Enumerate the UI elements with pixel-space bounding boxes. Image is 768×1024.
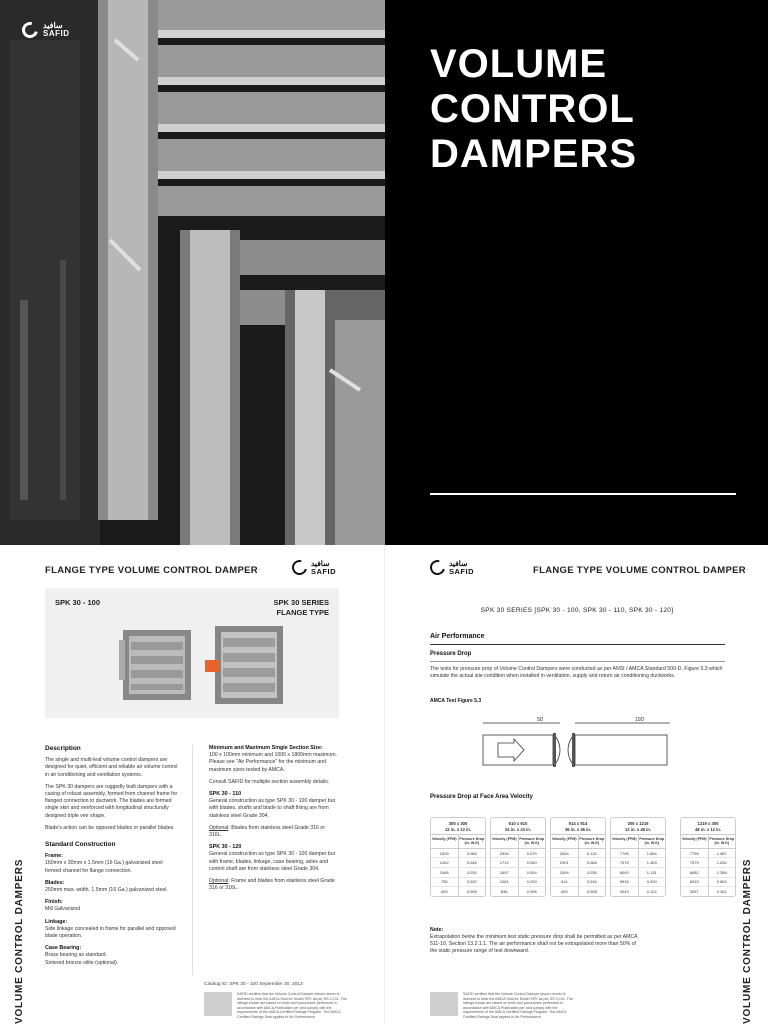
cell-velocity: 1712 xyxy=(499,860,509,866)
col-velocity: Velocity (FPM) xyxy=(431,837,457,841)
spk120-optional xyxy=(209,878,339,892)
table-row xyxy=(681,849,735,858)
cover-title-line-1: VOLUME xyxy=(430,42,608,86)
pressure-drop-text: The tests for pressure prop of Volume Control Dampers were conducted as per ANSI / AMCA Standard 500-D, Figure 5.3 which simulate the actual site condition when installed in ventilation, supply and return air conditioning ductworks. xyxy=(430,666,723,679)
right-page-header: FLANGE TYPE VOLUME CONTROL DAMPER xyxy=(533,565,746,576)
amca-certification-text: SAFID certifies that the Volume Control Damper shown herein is licensed to bear the AMCA Seal for Model SPK as per DS 0-101. The ratings shown are based on tests and procedures performed in accordance with AMCA Publication per and comply with the requirements of the AMCA Certified Ratings Program. The AMCA Certified Ratings Seal applies to Air Performance xyxy=(463,992,574,1019)
note-text: Extrapolation below the minimum test static pressure drop shall be permitted as per AMCA 511-10, Section 13.2.1.1. The air performance shall not be extrapolated more than 50% of the static pressure range of test downward. xyxy=(430,934,638,954)
table-row xyxy=(491,886,545,896)
bearing-label: Case Bearing: xyxy=(45,945,82,952)
cell-pressure: 0.005 xyxy=(458,887,486,896)
cover-logo xyxy=(22,22,70,38)
table-size-mm: 1219 x 305 xyxy=(697,821,719,826)
cell-pressure: 0.035 xyxy=(578,868,606,877)
blades-text: 250mm max. width, 1.5mm (16 Ga.) galvanized steel. xyxy=(45,887,168,894)
cell-velocity: 1061 xyxy=(499,879,509,885)
column-divider xyxy=(192,745,193,975)
figure-label: AMCA Test Figure 5.3 xyxy=(430,698,482,704)
linkage-text: Side linkage concealed in frame for parallel and opposed blade operation. xyxy=(45,925,176,940)
finish-text: Mill Galvanized xyxy=(45,906,81,913)
cell-pressure: 0.006 xyxy=(518,887,546,896)
cell-pressure: 0.008 xyxy=(578,887,606,896)
cell-velocity: 6049 xyxy=(619,869,629,875)
right-side-label: VOLUME CONTROL DAMPERS xyxy=(742,858,753,1024)
damper-product-illustration xyxy=(45,588,339,718)
logo-english: SAFID xyxy=(449,566,474,576)
cover-photo xyxy=(0,0,385,545)
cell-pressure: 0.054 xyxy=(518,868,546,877)
description-para-2: The SPK 30 dampers are ruggedly built dampers with a casing of robust assembly, formed from channel frame for flanged connection to ductwork. The blades are formed single skin and reinforced with longitudinal structurally designed triple vee shape. xyxy=(45,783,178,819)
cover-title-line-2: CONTROL xyxy=(430,87,635,131)
bearing-text-2: Sintered bronze oilite (optional). xyxy=(45,959,119,966)
face-velocity-title: Pressure Drop at Face Area Velocity xyxy=(430,794,533,800)
cell-pressure: 0.200 xyxy=(638,878,666,887)
pressure-table-1 xyxy=(430,817,486,897)
amca-certification xyxy=(204,992,347,1020)
cell-pressure: 0.020 xyxy=(518,878,546,887)
cell-pressure: 0.060 xyxy=(518,858,546,867)
description-title: Description xyxy=(45,745,81,752)
pressure-table-4 xyxy=(610,817,666,897)
spk120-optional-text: : Frame and blades from stainless steel Grade 316 or 316L. xyxy=(209,878,335,892)
safid-logo-icon xyxy=(427,557,447,577)
product-model: SPK 30 - 100 xyxy=(55,598,101,607)
cell-velocity: 7755 xyxy=(689,850,699,856)
cell-pressure: 1.987 xyxy=(708,849,736,858)
table-row xyxy=(611,857,665,867)
table-row xyxy=(681,857,735,867)
table-row xyxy=(551,877,605,887)
left-page-logo xyxy=(292,560,336,575)
cell-pressure: 1.630 xyxy=(708,858,736,867)
table-size-in: 12 in. x 12 in. xyxy=(444,826,472,832)
cell-velocity: 493 xyxy=(560,888,568,894)
cell-velocity: 3043 xyxy=(619,888,629,894)
cell-velocity: 1594 xyxy=(559,869,569,875)
col-pressure: Pressure Drop (in. W.G) xyxy=(458,835,486,848)
dimension-10d: 10D xyxy=(635,717,645,723)
cell-velocity: 7075 xyxy=(619,860,629,866)
damper-photo-illustration xyxy=(0,0,385,545)
table-size-mm: 914 x 914 xyxy=(568,821,588,826)
table-size-in: 36 in. x 36 in. xyxy=(564,826,592,832)
cover-divider xyxy=(430,493,736,495)
table-row xyxy=(431,849,485,858)
product-type: FLANGE TYPE xyxy=(276,608,329,617)
left-page xyxy=(0,545,384,1024)
table-row xyxy=(551,886,605,896)
amca-seal-icon xyxy=(430,992,458,1016)
amca-seal-icon xyxy=(204,992,232,1016)
table-size-in: 24 in. x 24 in. xyxy=(504,826,532,832)
col-pressure: Pressure Drop (in. W.G) xyxy=(638,835,666,848)
table-row xyxy=(681,877,735,887)
air-performance-rule xyxy=(430,644,725,645)
cell-velocity: 6015 xyxy=(689,879,699,885)
table-row xyxy=(491,877,545,887)
table-row xyxy=(431,886,485,896)
col-velocity: Velocity (FPM) xyxy=(611,837,637,841)
cell-pressure: 1.356 xyxy=(708,868,736,877)
pressure-drop-rule xyxy=(430,661,725,662)
linkage-label: Linkage: xyxy=(45,918,68,925)
dimension-5d: 5D xyxy=(537,717,544,723)
cell-pressure: 1.131 xyxy=(638,868,666,877)
pressure-table-5 xyxy=(680,817,736,897)
table-row xyxy=(681,886,735,896)
cover-title xyxy=(430,42,637,177)
table-size-mm: 610 x 610 xyxy=(508,821,528,826)
col-pressure: Pressure Drop (in. W.G) xyxy=(708,835,736,848)
cell-velocity: 3057 xyxy=(689,888,699,894)
catalog-id: Catalog ID: SPK 30 - 100 September 30, 2013 xyxy=(204,982,303,987)
table-row xyxy=(551,857,605,867)
cell-velocity: 836 xyxy=(500,888,508,894)
table-row xyxy=(551,867,605,877)
finish-label: Finish: xyxy=(45,899,63,906)
cell-velocity: 1529 xyxy=(439,850,449,856)
amca-test-figure-diagram xyxy=(480,715,675,770)
consult-text: Consult SAFID for multiple section assembly details. xyxy=(209,778,330,785)
frame-text: 160mm x 30mm x 1.5mm (16 Ga.) galvanized steel formed channel for flange connection. xyxy=(45,860,163,874)
air-performance-title: Air Performance xyxy=(430,633,485,640)
table-size-mm: 305 x 1219 xyxy=(627,821,649,826)
construction-title: Standard Construction xyxy=(45,841,116,849)
spk110-text: General construction as type SPK 30 - 100 damper but with blades, shafts and blade to shaft fixing are from stainless steel Grade 304. xyxy=(209,798,336,819)
cell-velocity: 1262 xyxy=(439,860,449,866)
cell-velocity: 5916 xyxy=(619,879,629,885)
cell-velocity: 914 xyxy=(560,879,568,885)
col-pressure: Pressure Drop (in. W.G) xyxy=(518,835,546,848)
table-size-in: 48 in. x 12 in. xyxy=(694,826,722,832)
series-title: SPK 30 SERIES [SPK 30 - 100, SPK 30 - 110, SPK 30 - 120] xyxy=(480,607,674,614)
cell-pressure: 0.079 xyxy=(518,849,546,858)
spk120-title: SPK 30 - 120 xyxy=(209,844,242,851)
table-row xyxy=(611,877,665,887)
table-row xyxy=(611,849,665,858)
table-row xyxy=(491,867,545,877)
cover-title-line-3: DAMPERS xyxy=(430,132,638,176)
pressure-table-2 xyxy=(490,817,546,897)
logo-arabic: سافيد xyxy=(449,559,468,568)
note-label: Note: xyxy=(430,927,444,933)
col-velocity: Velocity (FPM) xyxy=(491,837,517,841)
cell-velocity: 493 xyxy=(440,888,448,894)
spk120-text: General construction as type SPK 30 - 100 damper but with frame, blades, linkage, case bearing, axles and control shaft are from stainless steel Grade 304. xyxy=(209,851,336,872)
blades-label: Blades: xyxy=(45,879,65,886)
cell-pressure: 0.016 xyxy=(578,878,606,887)
left-page-header: FLANGE TYPE VOLUME CONTROL DAMPER xyxy=(45,565,258,576)
table-row xyxy=(431,867,485,877)
amca-certification-text: SAFID certifies that the Volume Control Damper shown herein is licensed to bear the AMCA Seal for Model SPK as per DS 0-101. The ratings shown are based on tests and procedures performed in accordance with AMCA Publication per and comply with the requirements of the AMCA Certified Ratings Program. The AMCA Certified Ratings Seal applies to Air Performance xyxy=(237,992,348,1019)
product-image-box xyxy=(45,588,339,718)
cell-pressure: 0.046 xyxy=(458,858,486,867)
cell-velocity: 755 xyxy=(440,879,448,885)
cell-velocity: 1697 xyxy=(499,869,509,875)
minmax-text: 100 x 100mm minimum and 1000 x 1800mm maximum. Please see "Air Performance" for the minimum and maximum sizes tested by AMCA. xyxy=(209,752,338,773)
pressure-table-header xyxy=(551,818,605,835)
bearing-text-1: Brass bearing as standard. xyxy=(45,952,107,959)
cell-pressure: 1.894 xyxy=(638,849,666,858)
logo-arabic: سافيد xyxy=(311,559,330,568)
col-velocity: Velocity (FPM) xyxy=(681,837,707,841)
table-row xyxy=(491,849,545,858)
cell-velocity: 6082 xyxy=(689,869,699,875)
cell-velocity: 2694 xyxy=(559,850,569,856)
cell-velocity: 2930 xyxy=(499,850,509,856)
safid-logo-icon xyxy=(19,19,41,41)
cell-pressure: 0.301 xyxy=(708,887,736,896)
logo-english: SAFID xyxy=(311,566,336,576)
right-page xyxy=(384,545,768,1024)
cell-velocity: 1066 xyxy=(439,869,449,875)
optional-label: Optional xyxy=(209,824,229,831)
amca-certification xyxy=(430,992,573,1020)
description-column xyxy=(45,745,180,967)
logo-english: SAFID xyxy=(43,29,70,38)
product-series: SPK 30 SERIES xyxy=(273,598,329,607)
table-row xyxy=(431,877,485,887)
table-row xyxy=(681,867,735,877)
right-page-logo xyxy=(430,560,474,575)
cell-pressure: 0.122 xyxy=(638,887,666,896)
col-pressure: Pressure Drop (in. W.G) xyxy=(578,835,606,848)
pressure-drop-title: Pressure Drop xyxy=(430,651,472,657)
cell-pressure: 1.363 xyxy=(638,858,666,867)
pressure-table-3 xyxy=(550,817,606,897)
table-row xyxy=(611,867,665,877)
spk110-title: SPK 30 - 110 xyxy=(209,791,242,798)
pressure-table-header xyxy=(431,818,485,835)
description-para-1: The single and multi-leaf volume control dampers are designed for quiet, efficient and reliable air volume control in air conditioning and ventilation systems. xyxy=(45,757,178,778)
table-row xyxy=(551,849,605,858)
table-size-mm: 305 x 305 xyxy=(448,821,468,826)
spk110-optional xyxy=(209,825,339,839)
table-row xyxy=(611,886,665,896)
description-para-3: Blade's action can be opposed blades or parallel blades. xyxy=(45,824,175,831)
cell-pressure: 0.068 xyxy=(578,858,606,867)
safid-logo-icon xyxy=(289,557,309,577)
frame-label: Frame: xyxy=(45,853,63,860)
cell-velocity: 1991 xyxy=(559,860,569,866)
pressure-table-header xyxy=(491,818,545,835)
table-row xyxy=(431,857,485,867)
cell-pressure: 0.030 xyxy=(458,868,486,877)
spk110-optional-text: : Blades from stainless steel Grade 316 or 316L. xyxy=(209,824,325,839)
left-side-label: VOLUME CONTROL DAMPERS xyxy=(14,858,25,1024)
pressure-table-header xyxy=(681,818,735,835)
col-velocity: Velocity (FPM) xyxy=(551,837,577,841)
minmax-title: Minimum and Maximum Single Section Size: xyxy=(209,745,323,751)
cell-velocity: 7795 xyxy=(619,850,629,856)
sizes-column xyxy=(209,745,339,897)
table-row xyxy=(491,857,545,867)
optional-label: Optional xyxy=(209,878,229,885)
table-size-in: 12 in. x 48 in. xyxy=(624,826,652,832)
cell-velocity: 7579 xyxy=(689,860,699,866)
logo-arabic: سافيد xyxy=(43,21,63,30)
cell-pressure: 0.802 xyxy=(708,878,736,887)
cell-pressure: 0.032 xyxy=(458,878,486,887)
cell-pressure: 0.065 xyxy=(458,849,486,858)
pressure-table-header xyxy=(611,818,665,835)
cell-pressure: 0.115 xyxy=(578,849,606,858)
